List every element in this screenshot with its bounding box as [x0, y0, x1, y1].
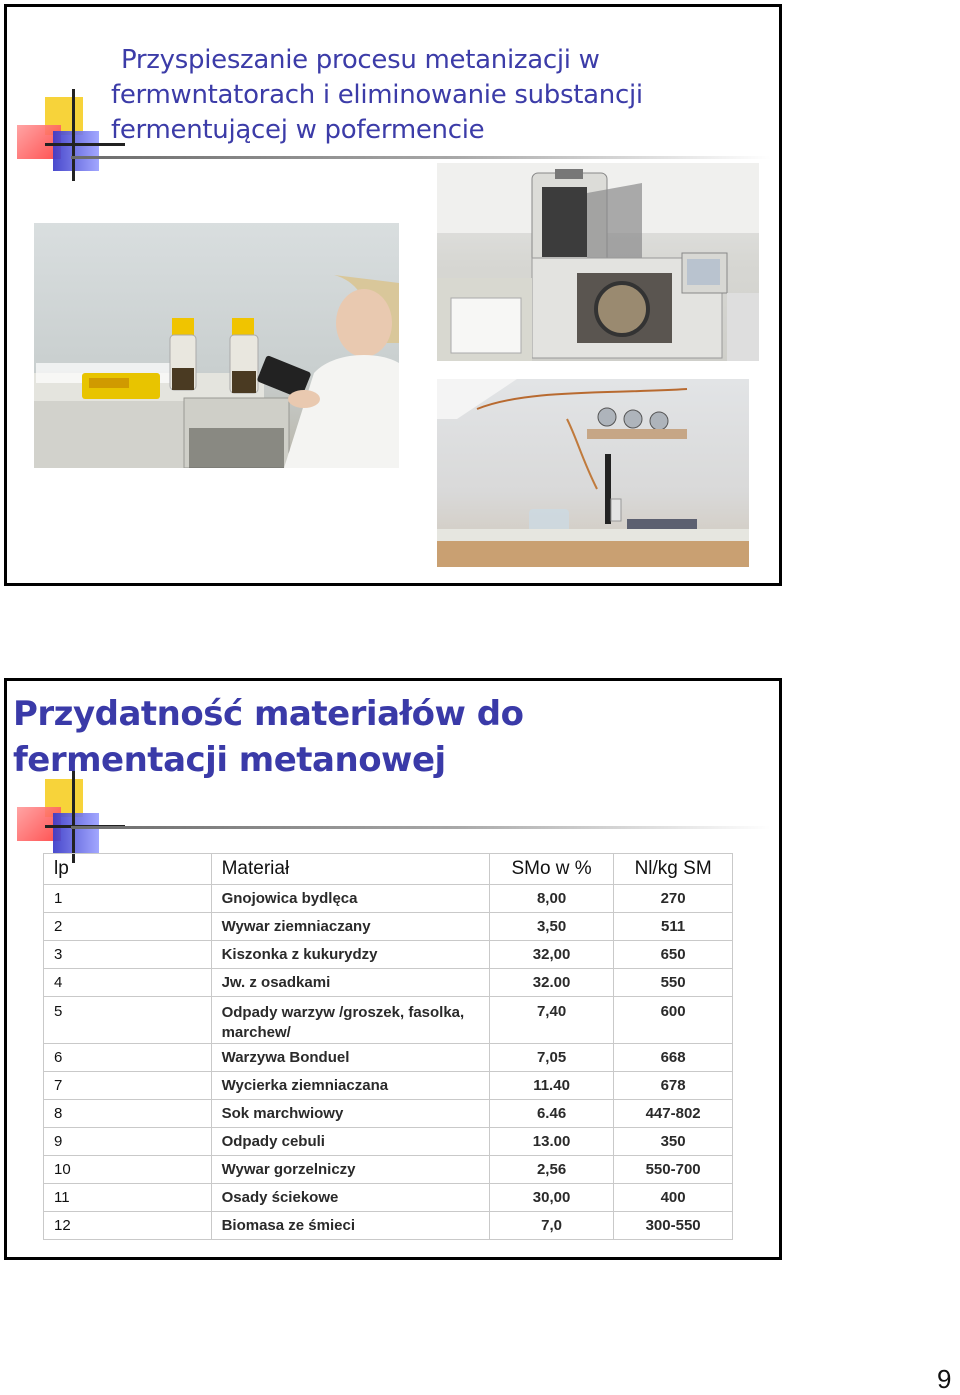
header-lp: lp	[44, 854, 212, 885]
cell-smo: 2,56	[489, 1156, 613, 1184]
cell-lp: 2	[44, 913, 212, 941]
cell-smo: 8,00	[489, 885, 613, 913]
slide-decoration	[17, 89, 117, 179]
title-rule	[71, 826, 771, 829]
cell-material: Odpady warzyw /groszek, fasolka, marchew/	[211, 997, 489, 1044]
cell-lp: 5	[44, 997, 212, 1044]
slide-materials-suitability	[4, 678, 782, 1260]
cell-nl: 511	[614, 913, 733, 941]
materials-table	[43, 853, 733, 1240]
cell-nl: 400	[614, 1184, 733, 1212]
cell-nl: 300-550	[614, 1212, 733, 1240]
cell-material: Jw. z osadkami	[211, 969, 489, 997]
cell-lp: 6	[44, 1044, 212, 1072]
table-row	[44, 1212, 733, 1240]
slide-title: Przyspieszanie procesu metanizacji w fermwntatorach i eliminowanie substancji fermentującej w pofermencie	[111, 45, 643, 145]
cell-lp: 12	[44, 1212, 212, 1240]
slide-process-acceleration	[4, 4, 782, 586]
cell-nl: 270	[614, 885, 733, 913]
cell-smo: 11.40	[489, 1072, 613, 1100]
cell-nl: 678	[614, 1072, 733, 1100]
cell-smo: 7,0	[489, 1212, 613, 1240]
header-material: Materiał	[211, 854, 489, 885]
cell-nl: 600	[614, 997, 733, 1044]
cell-smo: 3,50	[489, 913, 613, 941]
cell-nl: 447-802	[614, 1100, 733, 1128]
cell-material: Wycierka ziemniaczana	[211, 1072, 489, 1100]
table-row	[44, 1100, 733, 1128]
cell-material: Wywar gorzelniczy	[211, 1156, 489, 1184]
slide-title: Przydatność materiałów do fermentacji metanowej	[13, 694, 524, 780]
slide-decoration	[17, 771, 117, 861]
table-row	[44, 941, 733, 969]
cell-lp: 3	[44, 941, 212, 969]
table-row	[44, 885, 733, 913]
header-smo: SMo w %	[489, 854, 613, 885]
cell-material: Kiszonka z kukurydzy	[211, 941, 489, 969]
table-header-row	[44, 854, 733, 885]
cell-smo: 32.00	[489, 969, 613, 997]
cell-nl: 550-700	[614, 1156, 733, 1184]
cell-nl: 650	[614, 941, 733, 969]
cell-lp: 9	[44, 1128, 212, 1156]
cell-lp: 7	[44, 1072, 212, 1100]
lab-photo-analyzer	[437, 163, 759, 361]
cell-material: Sok marchwiowy	[211, 1100, 489, 1128]
cell-lp: 11	[44, 1184, 212, 1212]
cell-lp: 8	[44, 1100, 212, 1128]
table-row	[44, 969, 733, 997]
table-row	[44, 1184, 733, 1212]
lab-photo-technician	[34, 223, 399, 468]
cell-lp: 4	[44, 969, 212, 997]
cell-material: Wywar ziemniaczany	[211, 913, 489, 941]
cell-lp: 1	[44, 885, 212, 913]
lab-photo-gauges	[437, 379, 749, 567]
cell-smo: 30,00	[489, 1184, 613, 1212]
cell-smo: 7,40	[489, 997, 613, 1044]
cell-lp: 10	[44, 1156, 212, 1184]
cell-material: Warzywa Bonduel	[211, 1044, 489, 1072]
table-row	[44, 913, 733, 941]
table-row	[44, 997, 733, 1044]
cell-nl: 550	[614, 969, 733, 997]
table-row	[44, 1044, 733, 1072]
table-row	[44, 1072, 733, 1100]
table-row	[44, 1156, 733, 1184]
cell-material: Gnojowica bydlęca	[211, 885, 489, 913]
cell-nl: 668	[614, 1044, 733, 1072]
page-number: 9	[937, 1364, 952, 1394]
header-nl: Nl/kg SM	[614, 854, 733, 885]
cell-smo: 7,05	[489, 1044, 613, 1072]
title-rule	[71, 156, 771, 159]
cell-smo: 6.46	[489, 1100, 613, 1128]
cell-material: Odpady cebuli	[211, 1128, 489, 1156]
table-row	[44, 1128, 733, 1156]
cell-smo: 32,00	[489, 941, 613, 969]
cell-material: Osady ściekowe	[211, 1184, 489, 1212]
cell-smo: 13.00	[489, 1128, 613, 1156]
cell-material: Biomasa ze śmieci	[211, 1212, 489, 1240]
cell-nl: 350	[614, 1128, 733, 1156]
